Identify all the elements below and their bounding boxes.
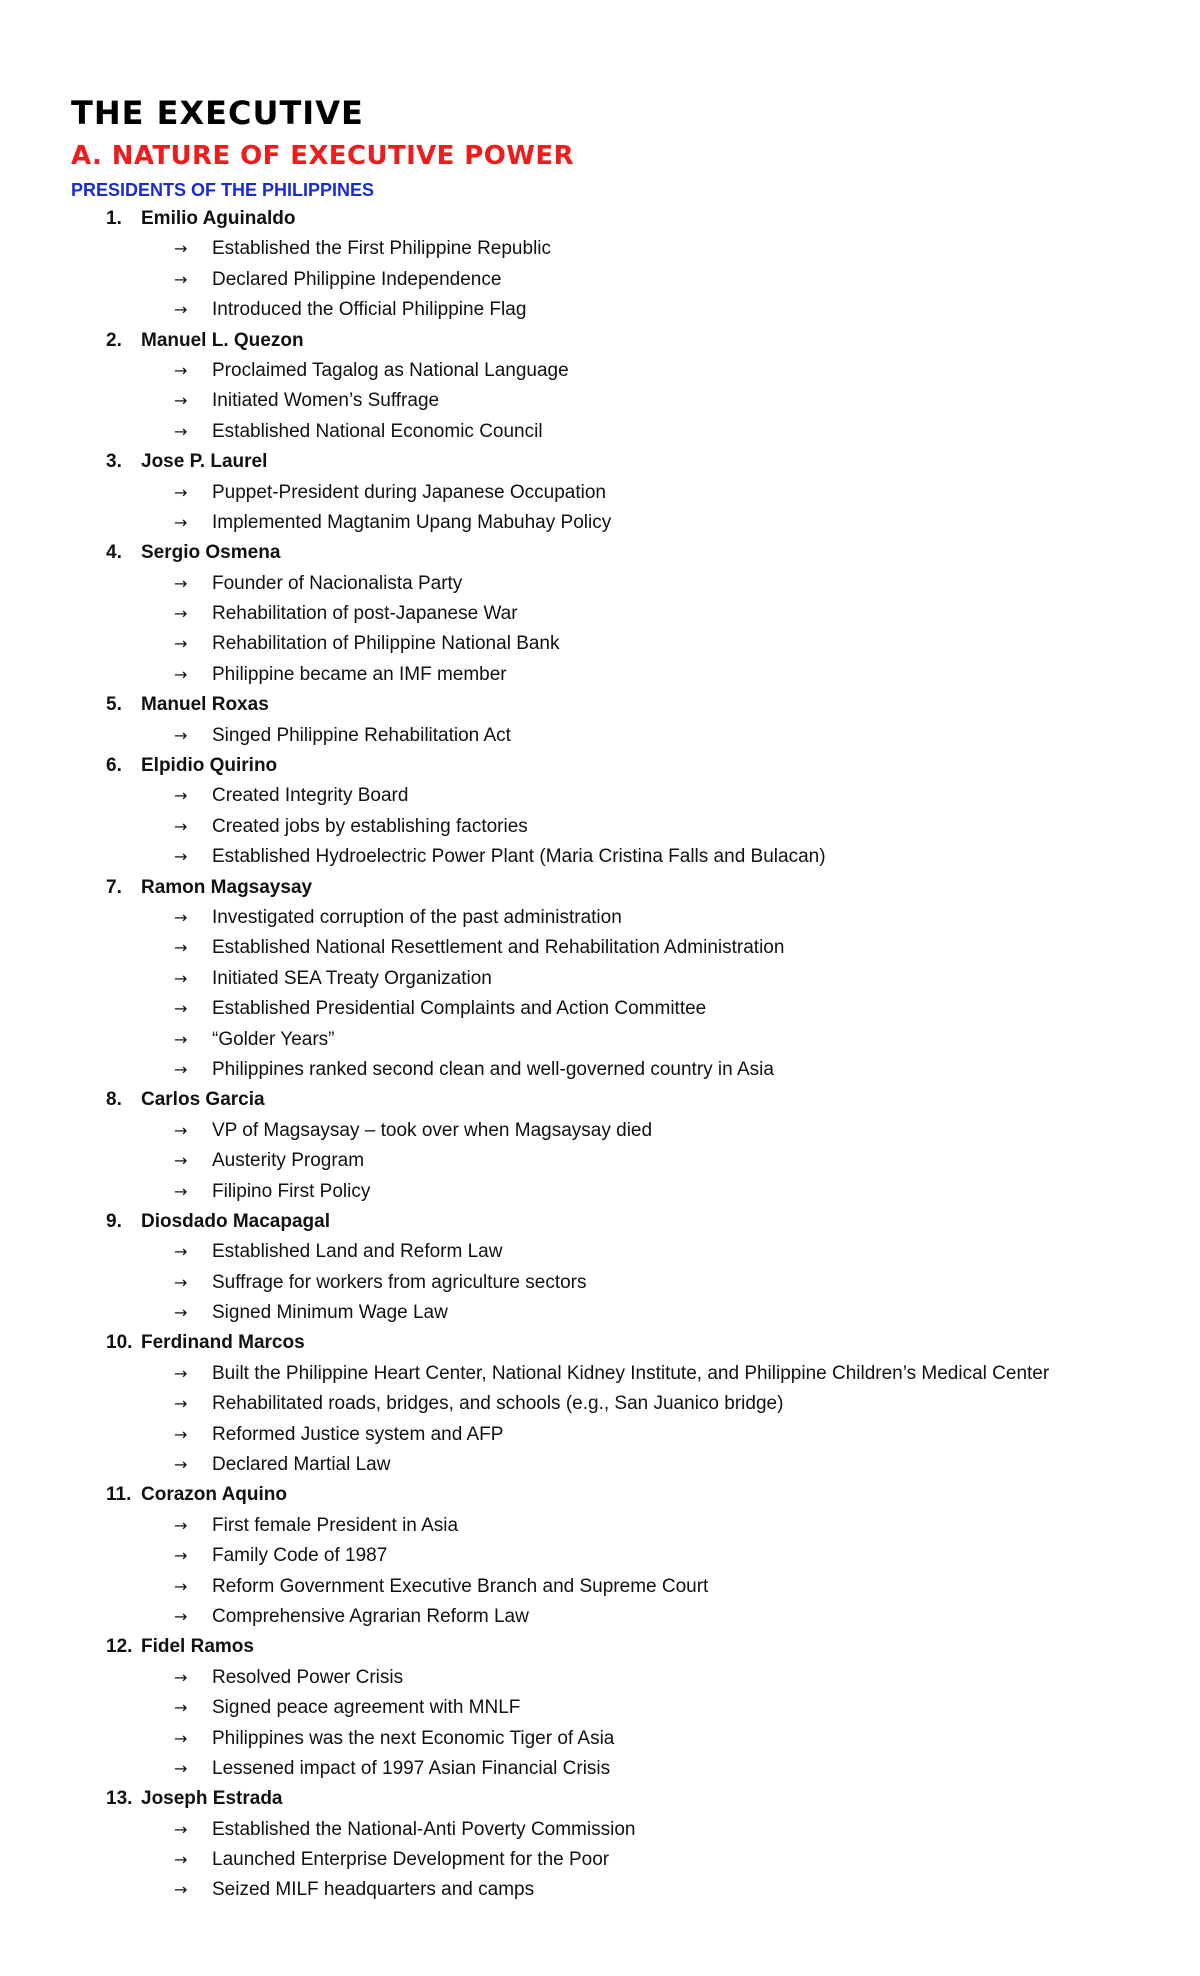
achievement-list	[0, 781, 1200, 872]
president-name: Sergio Osmena	[141, 542, 281, 564]
achievement-list	[0, 1511, 1200, 1633]
president-heading	[0, 690, 1200, 720]
achievement-text: Introduced the Official Philippine Flag	[212, 299, 527, 321]
achievement-list	[0, 478, 1200, 539]
achievement-item	[0, 356, 1200, 386]
achievement-text: Created Integrity Board	[212, 785, 409, 807]
achievement-item	[0, 386, 1200, 416]
arrow-right-icon: →	[174, 1515, 188, 1535]
arrow-right-icon: →	[174, 1424, 188, 1444]
president-heading	[0, 1328, 1200, 1358]
president-entry	[0, 447, 1200, 538]
achievement-item	[0, 1237, 1200, 1267]
achievement-text: Rehabilitation of Philippine National Bank	[212, 633, 560, 655]
achievement-list	[0, 569, 1200, 691]
achievement-text: Established the First Philippine Republic	[212, 238, 552, 260]
achievement-text: Declared Philippine Independence	[212, 268, 502, 290]
arrow-right-icon: →	[174, 1455, 188, 1475]
president-name: Corazon Aquino	[141, 1484, 287, 1506]
arrow-right-icon: →	[174, 1819, 188, 1839]
achievement-item	[0, 1116, 1200, 1146]
president-entry	[0, 1784, 1200, 1906]
arrow-right-icon: →	[174, 938, 188, 958]
achievement-item	[0, 1511, 1200, 1541]
achievement-text: Reformed Justice system and AFP	[212, 1423, 504, 1445]
achievement-text: Resolved Power Crisis	[212, 1666, 404, 1688]
achievement-text: “Golder Years”	[212, 1028, 335, 1050]
achievement-text: Established National Economic Council	[212, 420, 543, 442]
achievement-text: Philippines was the next Economic Tiger of Asia	[212, 1727, 615, 1749]
president-heading	[0, 538, 1200, 568]
achievement-item	[0, 478, 1200, 508]
achievement-item	[0, 1663, 1200, 1693]
achievement-item	[0, 1146, 1200, 1176]
achievement-item	[0, 660, 1200, 690]
achievement-text: Rehabilitation of post-Japanese War	[212, 603, 518, 625]
arrow-right-icon: →	[174, 300, 188, 320]
achievement-item	[0, 1572, 1200, 1602]
achievement-item	[0, 1420, 1200, 1450]
president-heading	[0, 1632, 1200, 1662]
achievement-list	[0, 1815, 1200, 1906]
achievement-text: Filipino First Policy	[212, 1180, 371, 1202]
president-entry	[0, 1328, 1200, 1480]
president-name: Fidel Ramos	[141, 1636, 254, 1658]
achievement-text: Built the Philippine Heart Center, National Kidney Institute, and Philippine Children’s Medical Center	[212, 1362, 1050, 1384]
president-number: 2.	[106, 329, 122, 351]
achievement-item	[0, 569, 1200, 599]
achievement-item	[0, 1724, 1200, 1754]
achievement-text: Suffrage for workers from agriculture sectors	[212, 1271, 587, 1293]
achievement-item	[0, 964, 1200, 994]
president-name: Diosdado Macapagal	[141, 1210, 330, 1232]
president-name: Elpidio Quirino	[141, 755, 278, 777]
achievement-item	[0, 721, 1200, 751]
achievement-text: Investigated corruption of the past administration	[212, 906, 622, 928]
arrow-right-icon: →	[174, 847, 188, 867]
president-entry	[0, 751, 1200, 873]
achievement-item	[0, 234, 1200, 264]
arrow-right-icon: →	[174, 1363, 188, 1383]
achievement-text: Rehabilitated roads, bridges, and schools (e.g., San Juanico bridge)	[212, 1393, 784, 1415]
achievement-list	[0, 234, 1200, 325]
achievement-item	[0, 629, 1200, 659]
achievement-list	[0, 356, 1200, 447]
president-number: 6.	[106, 755, 122, 777]
president-number: 1.	[106, 208, 122, 229]
achievement-text: Initiated SEA Treaty Organization	[212, 967, 492, 989]
achievement-text: Created jobs by establishing factories	[212, 815, 528, 837]
achievement-text: Launched Enterprise Development for the Poor	[212, 1849, 610, 1871]
arrow-right-icon: →	[174, 968, 188, 988]
arrow-right-icon: →	[174, 1698, 188, 1718]
arrow-right-icon: →	[174, 604, 188, 624]
achievement-item	[0, 1754, 1200, 1784]
president-heading	[0, 326, 1200, 356]
arrow-right-icon: →	[174, 1029, 188, 1049]
document-title: THE EXECUTIVE	[71, 94, 364, 132]
achievement-text: Established National Resettlement and Rehabilitation Administration	[212, 937, 785, 959]
achievement-text: VP of Magsaysay – took over when Magsaysay died	[212, 1119, 653, 1141]
president-number: 12.	[106, 1636, 133, 1658]
arrow-right-icon: →	[174, 360, 188, 380]
arrow-right-icon: →	[174, 269, 188, 289]
arrow-right-icon: →	[174, 512, 188, 532]
achievement-item	[0, 1389, 1200, 1419]
arrow-right-icon: →	[174, 1151, 188, 1171]
arrow-right-icon: →	[174, 391, 188, 411]
achievement-item	[0, 903, 1200, 933]
achievement-item	[0, 812, 1200, 842]
achievement-item	[0, 1541, 1200, 1571]
achievement-item	[0, 1055, 1200, 1085]
president-number: 4.	[106, 542, 122, 564]
achievement-item	[0, 1177, 1200, 1207]
achievement-list	[0, 1359, 1200, 1481]
achievement-item	[0, 1602, 1200, 1632]
arrow-right-icon: →	[174, 1181, 188, 1201]
achievement-text: Established the National-Anti Poverty Commission	[212, 1818, 636, 1840]
achievement-item	[0, 1359, 1200, 1389]
achievement-text: Puppet-President during Japanese Occupation	[212, 481, 606, 503]
achievement-list	[0, 721, 1200, 751]
arrow-right-icon: →	[174, 1394, 188, 1414]
achievement-item	[0, 842, 1200, 872]
achievement-item	[0, 994, 1200, 1024]
arrow-right-icon: →	[174, 1850, 188, 1870]
achievement-text: Proclaimed Tagalog as National Language	[212, 359, 569, 381]
achievement-item	[0, 599, 1200, 629]
president-number: 5.	[106, 694, 122, 716]
president-name: Carlos Garcia	[141, 1089, 265, 1111]
arrow-right-icon: →	[174, 1758, 188, 1778]
president-name: Ramon Magsaysay	[141, 876, 313, 898]
president-heading	[0, 1085, 1200, 1115]
president-entry	[0, 873, 1200, 1086]
achievement-item	[0, 1298, 1200, 1328]
achievement-text: Comprehensive Agrarian Reform Law	[212, 1605, 529, 1627]
president-name: Joseph Estrada	[141, 1788, 283, 1810]
arrow-right-icon: →	[174, 239, 188, 259]
presidents-list	[0, 204, 1200, 1906]
president-number: 10.	[106, 1332, 133, 1354]
achievement-item	[0, 508, 1200, 538]
achievement-item	[0, 417, 1200, 447]
achievement-text: Reform Government Executive Branch and Supreme Court	[212, 1575, 709, 1597]
arrow-right-icon: →	[174, 907, 188, 927]
arrow-right-icon: →	[174, 421, 188, 441]
achievement-list	[0, 1237, 1200, 1328]
arrow-right-icon: →	[174, 1242, 188, 1262]
achievement-text: Seized MILF headquarters and camps	[212, 1879, 535, 1901]
achievement-text: Implemented Magtanim Upang Mabuhay Policy	[212, 511, 612, 533]
achievement-text: Established Hydroelectric Power Plant (Maria Cristina Falls and Bulacan)	[212, 846, 826, 868]
president-name: Manuel Roxas	[141, 694, 269, 716]
achievement-item	[0, 1693, 1200, 1723]
president-entry	[0, 1480, 1200, 1632]
achievement-text: Philippines ranked second clean and well-governed country in Asia	[212, 1058, 774, 1080]
achievement-text: Established Land and Reform Law	[212, 1241, 503, 1263]
arrow-right-icon: →	[174, 1606, 188, 1626]
achievement-text: Singed Philippine Rehabilitation Act	[212, 724, 511, 746]
achievement-item	[0, 1875, 1200, 1905]
achievement-list	[0, 1663, 1200, 1785]
president-entry	[0, 1085, 1200, 1207]
president-number: 9.	[106, 1210, 122, 1232]
arrow-right-icon: →	[174, 1059, 188, 1079]
arrow-right-icon: →	[174, 1880, 188, 1900]
achievement-text: Signed peace agreement with MNLF	[212, 1697, 521, 1719]
president-entry	[0, 326, 1200, 448]
arrow-right-icon: →	[174, 786, 188, 806]
arrow-right-icon: →	[174, 664, 188, 684]
arrow-right-icon: →	[174, 1272, 188, 1292]
arrow-right-icon: →	[174, 1576, 188, 1596]
achievement-item	[0, 1025, 1200, 1055]
achievement-text: Initiated Women’s Suffrage	[212, 390, 440, 412]
arrow-right-icon: →	[174, 816, 188, 836]
president-entry	[0, 1207, 1200, 1329]
arrow-right-icon: →	[174, 1120, 188, 1140]
achievement-item	[0, 1450, 1200, 1480]
president-number: 7.	[106, 876, 122, 898]
arrow-right-icon: →	[174, 634, 188, 654]
achievement-text: Family Code of 1987	[212, 1545, 388, 1567]
arrow-right-icon: →	[174, 1667, 188, 1687]
section-heading: A. NATURE OF EXECUTIVE POWER	[71, 141, 574, 171]
achievement-item	[0, 265, 1200, 295]
achievement-text: Founder of Nacionalista Party	[212, 572, 463, 594]
arrow-right-icon: →	[174, 573, 188, 593]
president-number: 3.	[106, 451, 122, 473]
arrow-right-icon: →	[174, 482, 188, 502]
president-heading	[0, 1784, 1200, 1814]
president-heading	[0, 447, 1200, 477]
president-heading	[0, 751, 1200, 781]
achievement-list	[0, 1116, 1200, 1207]
president-entry	[0, 1632, 1200, 1784]
president-number: 8.	[106, 1089, 122, 1111]
president-entry	[0, 690, 1200, 751]
president-name: Manuel L. Quezon	[141, 329, 304, 351]
arrow-right-icon: →	[174, 725, 188, 745]
achievement-text: Lessened impact of 1997 Asian Financial Crisis	[212, 1757, 611, 1779]
president-number: 11.	[106, 1484, 132, 1506]
president-number: 13.	[106, 1788, 133, 1810]
achievement-item	[0, 1815, 1200, 1845]
achievement-item	[0, 1845, 1200, 1875]
achievement-text: Established Presidential Complaints and Action Committee	[212, 998, 707, 1020]
achievement-item	[0, 933, 1200, 963]
president-heading	[0, 873, 1200, 903]
president-name: Emilio Aguinaldo	[141, 208, 296, 229]
president-entry	[0, 538, 1200, 690]
achievement-text: Austerity Program	[212, 1150, 365, 1172]
arrow-right-icon: →	[174, 1728, 188, 1748]
achievement-text: Signed Minimum Wage Law	[212, 1302, 448, 1324]
president-name: Jose P. Laurel	[141, 451, 268, 473]
achievement-text: Declared Martial Law	[212, 1454, 391, 1476]
achievement-list	[0, 903, 1200, 1085]
subsection-heading: PRESIDENTS OF THE PHILIPPINES	[71, 180, 375, 200]
president-heading	[0, 1207, 1200, 1237]
achievement-item	[0, 1268, 1200, 1298]
president-name: Ferdinand Marcos	[141, 1332, 305, 1354]
president-entry	[0, 204, 1200, 326]
achievement-text: First female President in Asia	[212, 1514, 459, 1536]
achievement-item	[0, 781, 1200, 811]
arrow-right-icon: →	[174, 1303, 188, 1323]
arrow-right-icon: →	[174, 999, 188, 1019]
president-heading	[0, 204, 1200, 234]
achievement-text: Philippine became an IMF member	[212, 663, 507, 685]
president-heading	[0, 1480, 1200, 1510]
achievement-item	[0, 295, 1200, 325]
arrow-right-icon: →	[174, 1546, 188, 1566]
